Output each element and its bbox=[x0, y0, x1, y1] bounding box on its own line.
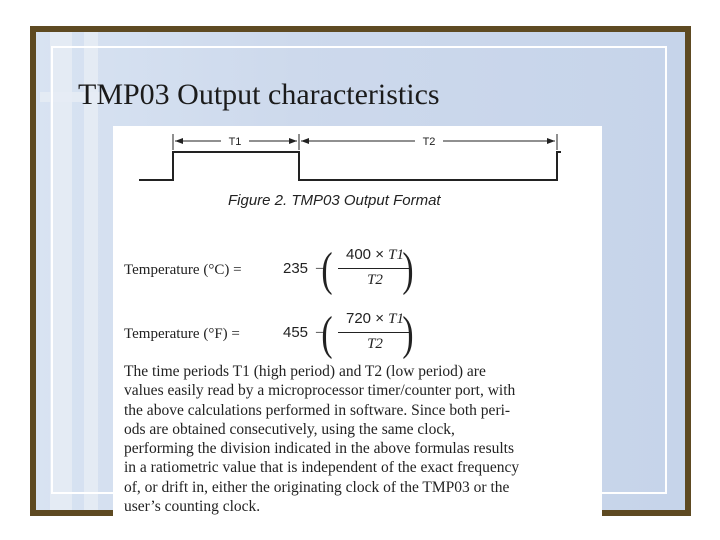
formula-constant: 455 bbox=[283, 324, 309, 341]
formula-denominator: T2 bbox=[367, 336, 383, 352]
inner-border-line bbox=[51, 46, 667, 48]
explanation-paragraph bbox=[124, 362, 584, 516]
formula-minus: – bbox=[316, 324, 324, 340]
left-paren: ( bbox=[321, 307, 333, 360]
paragraph-line: ods are obtained consecutively, using the same clock, bbox=[124, 420, 455, 438]
formula-denominator: T2 bbox=[367, 272, 383, 288]
fraction-bar bbox=[338, 332, 410, 333]
background-column-decoration bbox=[50, 32, 72, 510]
right-paren: ) bbox=[402, 243, 414, 296]
inner-border-line bbox=[51, 46, 53, 494]
document-scan bbox=[113, 126, 602, 540]
paragraph-line: The time periods T1 (high period) and T2 (low period) are bbox=[124, 363, 486, 380]
paragraph-line: the above calculations performed in software. Since both peri- bbox=[124, 401, 511, 419]
formula-numerator: 720 × T1 bbox=[346, 310, 404, 327]
left-paren: ( bbox=[321, 243, 333, 296]
formula-constant: 235 bbox=[283, 260, 309, 277]
formula-numerator: 400 × T1 bbox=[346, 246, 404, 263]
arrowhead bbox=[175, 138, 183, 144]
output-waveform-diagram bbox=[113, 126, 602, 190]
inner-border-line bbox=[665, 46, 667, 494]
paragraph-line: performing the division indicated in the above formulas results bbox=[124, 440, 514, 458]
formula-minus: – bbox=[316, 260, 324, 276]
arrowhead bbox=[301, 138, 309, 144]
paragraph-line: user’s counting clock. bbox=[124, 498, 261, 516]
t2-label: T2 bbox=[422, 136, 436, 148]
arrowhead bbox=[289, 138, 297, 144]
t1-label: T1 bbox=[228, 136, 242, 148]
right-paren: ) bbox=[402, 307, 414, 360]
paragraph-line: in a ratiometric value that is independent of the exact frequency bbox=[124, 459, 520, 477]
formula-lhs: Temperature (°F) = bbox=[124, 326, 240, 342]
formula-lhs: Temperature (°C) = bbox=[124, 262, 242, 278]
paragraph-line: values easily read by a microprocessor timer/counter port, with bbox=[124, 382, 516, 400]
slide-title: TMP03 Output characteristics bbox=[78, 78, 440, 111]
output-waveform bbox=[139, 152, 561, 180]
figure-caption: Figure 2. TMP03 Output Format bbox=[228, 192, 441, 209]
paragraph-line: of, or drift in, either the originating clock of the TMP03 or the bbox=[124, 478, 510, 496]
fraction-bar bbox=[338, 268, 410, 269]
arrowhead bbox=[547, 138, 555, 144]
